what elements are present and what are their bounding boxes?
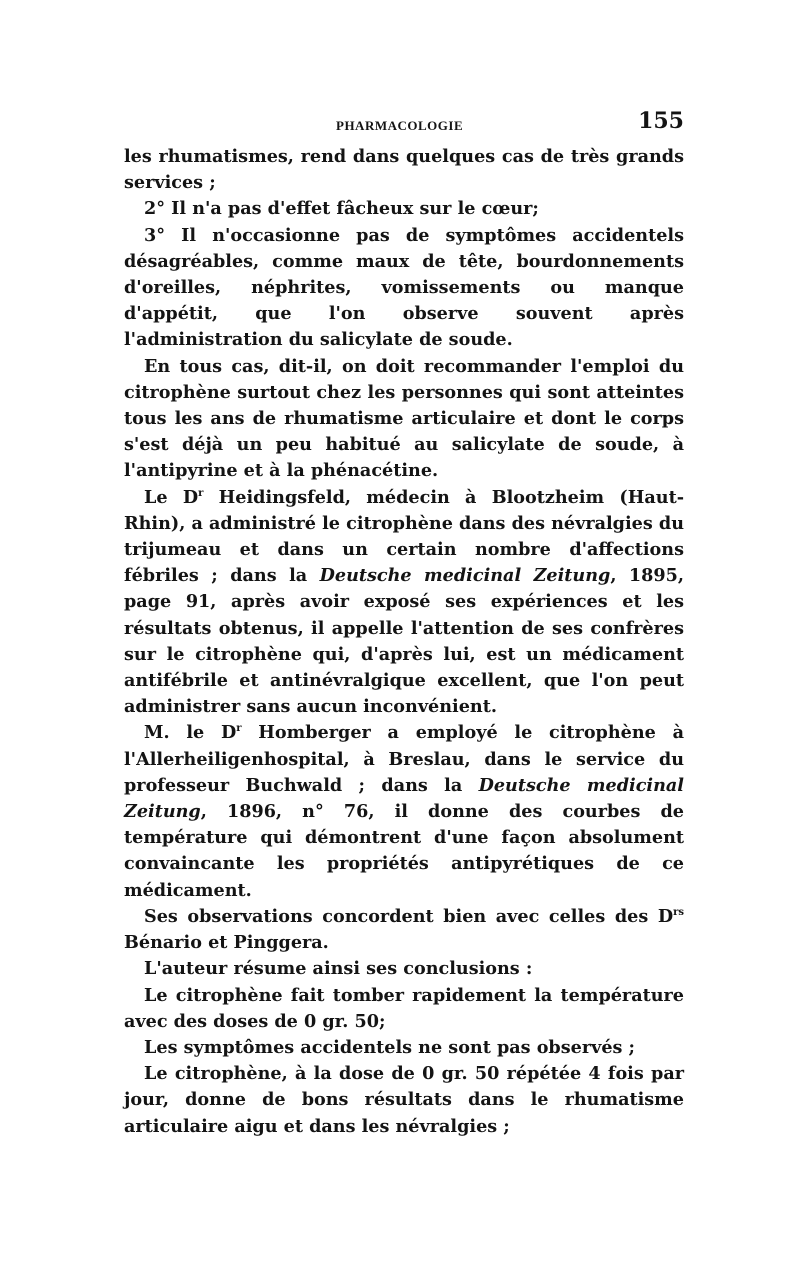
superscript: r <box>198 487 204 499</box>
book-page <box>124 108 684 1140</box>
paragraph: Le citrophène fait tomber rapidement la température avec des doses de 0 gr. 50; <box>124 984 684 1032</box>
text-span: Ses observations concordent bien avec celles des D <box>144 905 674 927</box>
paragraph: 3° Il n'occasionne pas de symptômes accidentels désagréables, comme maux de tête, bourdonnements d'oreilles, néphrites, vomissements ou manque d'appétit, que l'on observe souvent après l'administration du salicylate de soude. <box>124 224 684 351</box>
text-span: , 1896, n° 76, il donne des courbes de température qui démontrent d'une façon absolument convaincante les propriétés antipyrétiques de ce médicament. <box>124 801 684 901</box>
paragraph: 2° Il n'a pas d'effet fâcheux sur le cœur; <box>144 198 539 220</box>
paragraph: les rhumatismes, rend dans quelques cas de très grands services ; <box>124 146 684 194</box>
journal-title: Deutsche medicinal Zeitung <box>319 565 611 587</box>
text-span: , 1895, page 91, après avoir exposé ses expériences et les résultats obtenus, il appelle l'attention de ses confrères sur le citrophène qui, d'après lui, est un médicament antifébrile et antinévralgique excellent, que l'on peut administrer sans aucun inconvénient. <box>124 565 685 718</box>
page-number: 155 <box>638 108 684 134</box>
text-span: Le D <box>144 486 199 508</box>
text-span: Bénario et Pinggera. <box>124 932 329 954</box>
superscript: rs <box>673 907 684 919</box>
paragraph: En tous cas, dit-il, on doit recommander l'emploi du citrophène surtout chez les personnes qui sont atteintes tous les ans de rhumatisme articulaire et dont le corps s'est déjà un peu habitué au salicylate de soude, à l'antipyrine et à la phénacétine. <box>124 355 684 482</box>
running-head: PHARMACOLOGIE <box>336 118 464 133</box>
paragraph <box>124 485 684 721</box>
paragraph: Les symptômes accidentels ne sont pas observés ; <box>144 1036 636 1058</box>
page-header <box>124 108 684 144</box>
text-span: M. le D <box>144 722 237 744</box>
text-span: Homberger a employé le citrophène à l'Allerheiligenhospital, à Breslau, dans le service du professeur Buchwald ; dans la <box>124 722 684 796</box>
superscript: r <box>236 723 242 735</box>
paragraph: Le citrophène, à la dose de 0 gr. 50 répétée 4 fois par jour, donne de bons résultats dans le rhumatisme articulaire aigu et dans les névralgies ; <box>124 1063 684 1137</box>
text-span: Heidingsfeld, médecin à Blootzheim (Haut-Rhin), a administré le citrophène dans des névralgies du trijumeau et dans un certain nombre d'affections fébriles ; dans la <box>124 486 685 587</box>
paragraph <box>124 720 684 903</box>
paragraph: L'auteur résume ainsi ses conclusions : <box>144 958 533 980</box>
journal-title: Deutsche medicinal Zeitung <box>124 774 684 823</box>
paragraph <box>124 904 684 956</box>
body-text <box>124 144 684 1140</box>
